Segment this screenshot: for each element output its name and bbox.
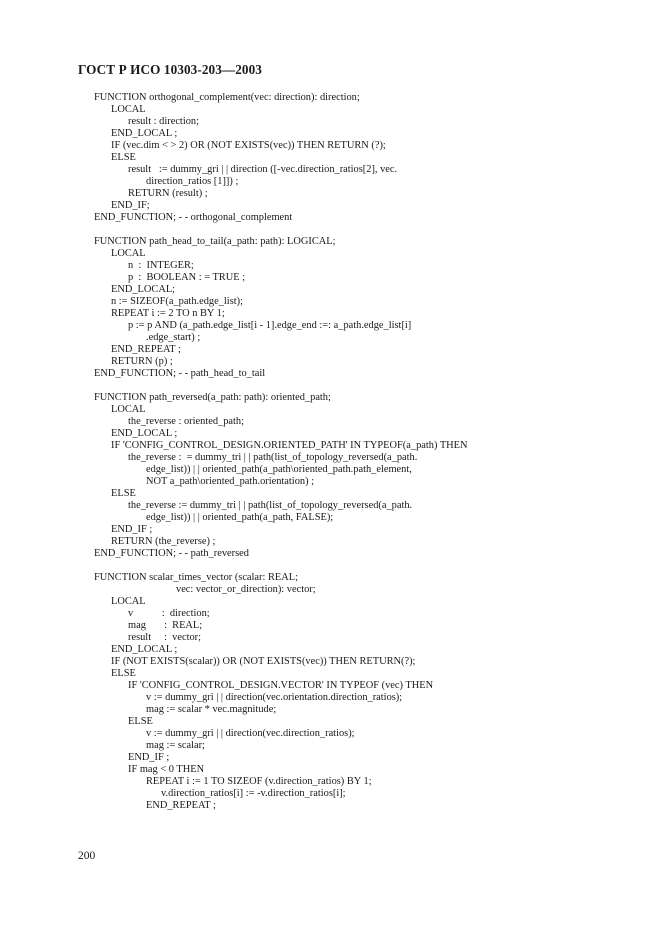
code-line: v := dummy_gri | | direction(vec.direction_ratios); [146, 728, 355, 739]
code-line: END_LOCAL; [111, 284, 176, 295]
code-line: p : BOOLEAN : = TRUE ; [128, 272, 246, 283]
code-line: END_IF ; [128, 752, 170, 763]
code-line: FUNCTION orthogonal_complement(vec: direction): direction; [94, 92, 360, 103]
code-line: ELSE [111, 152, 136, 163]
code-line: IF 'CONFIG_CONTROL_DESIGN.ORIENTED_PATH' IN TYPEOF(a_path) THEN [111, 440, 468, 451]
code-line: p := p AND (a_path.edge_list[i - 1].edge_end :=: a_path.edge_list[i] [128, 320, 412, 331]
code-line: mag : REAL; [128, 620, 203, 631]
code-line: END_LOCAL ; [111, 644, 178, 655]
code-line: FUNCTION scalar_times_vector (scalar: REAL; [94, 572, 299, 583]
code-line: .edge_start) ; [146, 332, 201, 343]
code-line: RETURN (the_reverse) ; [111, 536, 216, 547]
code-line: IF 'CONFIG_CONTROL_DESIGN.VECTOR' IN TYPEOF (vec) THEN [128, 680, 434, 691]
code-line: the_reverse := dummy_tri | | path(list_of_topology_reversed(a_path. [128, 500, 413, 511]
code-line: result := dummy_gri | | direction ([-vec.direction_ratios[2], vec. [128, 164, 398, 175]
code-line: END_FUNCTION; - - orthogonal_complement [94, 212, 293, 223]
code-line: v := dummy_gri | | direction(vec.orientation.direction_ratios); [146, 692, 403, 703]
code-line: n : INTEGER; [128, 260, 194, 271]
code-line: IF (vec.dim < > 2) OR (NOT EXISTS(vec)) THEN RETURN (?); [111, 140, 386, 151]
code-line: END_IF; [111, 200, 150, 211]
code-line: v : direction; [128, 608, 210, 619]
code-line: LOCAL [111, 248, 146, 259]
code-line: result : vector; [128, 632, 202, 643]
code-line: the_reverse : oriented_path; [128, 416, 244, 427]
code-line: FUNCTION path_head_to_tail(a_path: path): LOGICAL; [94, 236, 336, 247]
code-line: ELSE [111, 488, 136, 499]
code-line: edge_list)) | | oriented_path(a_path, FALSE); [146, 512, 334, 523]
code-line: END_REPEAT ; [111, 344, 181, 355]
code-line: END_REPEAT ; [146, 800, 216, 811]
code-line: END_FUNCTION; - - path_reversed [94, 548, 249, 559]
code-line: END_FUNCTION; - - path_head_to_tail [94, 368, 266, 379]
code-line: mag := scalar * vec.magnitude; [146, 704, 277, 715]
code-line: direction_ratios [1]]) ; [146, 176, 239, 187]
code-line: LOCAL [111, 596, 146, 607]
code-line: LOCAL [111, 404, 146, 415]
code-line: RETURN (result) ; [128, 188, 208, 199]
code-line: IF mag < 0 THEN [128, 764, 205, 775]
document-header: ГОСТ Р ИСО 10303-203—2003 [78, 62, 262, 77]
code-line: REPEAT i := 2 TO n BY 1; [111, 308, 225, 319]
code-line: REPEAT i := 1 TO SIZEOF (v.direction_ratios) BY 1; [146, 776, 372, 787]
code-line: v.direction_ratios[i] := -v.direction_ratios[i]; [161, 788, 346, 799]
code-line: END_LOCAL ; [111, 428, 178, 439]
code-line: ELSE [128, 716, 153, 727]
page-number: 200 [78, 850, 96, 862]
code-line: edge_list)) | | oriented_path(a_path\oriented_path.path_element, [146, 464, 412, 475]
code-line: vec: vector_or_direction): vector; [176, 584, 316, 595]
code-line: mag := scalar; [146, 740, 205, 751]
code-line: END_IF ; [111, 524, 153, 535]
code-line: the_reverse : = dummy_tri | | path(list_of_topology_reversed(a_path. [128, 452, 418, 463]
code-line: IF (NOT EXISTS(scalar)) OR (NOT EXISTS(vec)) THEN RETURN(?); [111, 656, 416, 667]
code-line: result : direction; [128, 116, 199, 127]
code-line: END_LOCAL ; [111, 128, 178, 139]
code-line: FUNCTION path_reversed(a_path: path): oriented_path; [94, 392, 331, 403]
code-line: LOCAL [111, 104, 146, 115]
code-line: ELSE [111, 668, 136, 679]
code-line: NOT a_path\oriented_path.orientation) ; [146, 476, 315, 487]
code-line: n := SIZEOF(a_path.edge_list); [111, 296, 243, 307]
code-line: RETURN (p) ; [111, 356, 173, 367]
